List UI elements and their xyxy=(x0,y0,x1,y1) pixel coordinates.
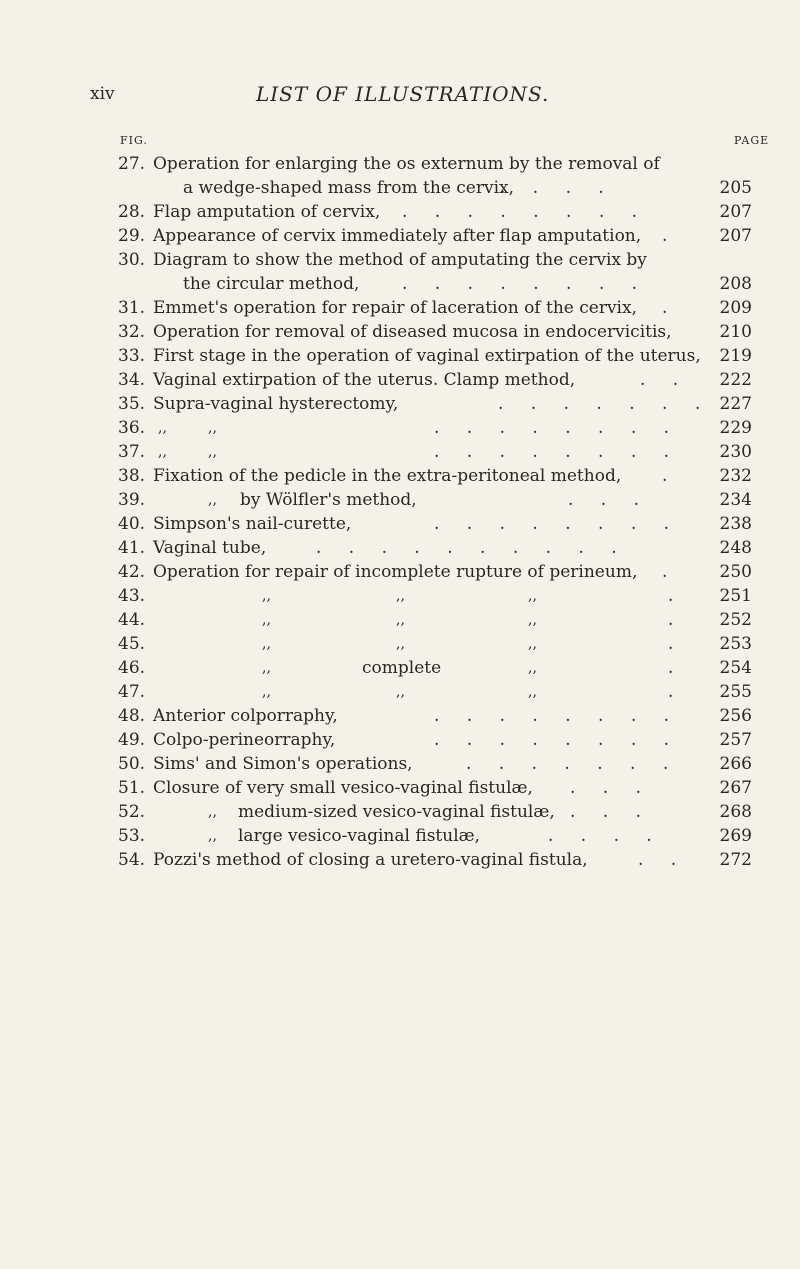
figure-number: 30. xyxy=(118,250,146,270)
page-ref: 222 xyxy=(719,370,752,390)
entry-text: Pozzi's method of closing a uretero-vaginal fistula, xyxy=(153,850,588,870)
page-ref: 229 xyxy=(719,418,752,438)
figure-number: 41. xyxy=(118,538,146,558)
ditto-mark: ,, xyxy=(528,660,537,676)
entry-text: Diagram to show the method of amputating the cervix by xyxy=(153,250,647,270)
figure-number: 36. xyxy=(118,418,146,438)
leader-dots: . xyxy=(662,562,679,582)
list-item xyxy=(0,416,800,440)
ditto-mark: ,, xyxy=(396,636,405,652)
figure-number: 52. xyxy=(118,802,146,822)
page-ref: 234 xyxy=(719,490,752,510)
figure-number: 33. xyxy=(118,346,146,366)
page-ref: 252 xyxy=(719,610,752,630)
list-item xyxy=(0,344,800,368)
figure-number: 29. xyxy=(118,226,146,246)
figure-number: 53. xyxy=(118,826,146,846)
list-item xyxy=(0,680,800,704)
leader-dots: . . . xyxy=(570,802,653,822)
figure-number: 38. xyxy=(118,466,146,486)
leader-dots: . . . . xyxy=(548,826,663,846)
entry-text: complete xyxy=(362,658,442,678)
ditto-mark: ,, xyxy=(158,420,167,436)
page-ref: 207 xyxy=(719,202,752,222)
ditto-mark: ,, xyxy=(208,420,217,436)
page-ref: 257 xyxy=(719,730,752,750)
ditto-mark: ,, xyxy=(262,636,271,652)
leader-dots: . . . . . . . xyxy=(466,754,680,774)
entry-text: Appearance of cervix immediately after flap amputation, xyxy=(153,226,642,246)
ditto-mark: ,, xyxy=(396,612,405,628)
ditto-mark: ,, xyxy=(262,612,271,628)
entry-text: Vaginal extirpation of the uterus. Clamp method, xyxy=(153,370,576,390)
entry-text: Vaginal tube, xyxy=(153,538,267,558)
leader-dots: . . . . . . . . . . xyxy=(316,538,628,558)
leader-dots: . . . . . . . . xyxy=(434,418,681,438)
ditto-mark: ,, xyxy=(262,588,271,604)
page-ref: 205 xyxy=(719,178,752,198)
leader-dots: . xyxy=(662,226,679,246)
page-ref: 269 xyxy=(719,826,752,846)
page-ref: 266 xyxy=(719,754,752,774)
entry-text: medium-sized vesico-vaginal fistulæ, xyxy=(238,802,555,822)
list-item xyxy=(0,776,800,800)
entry-text: the circular method, xyxy=(183,274,360,294)
entry-text: Fixation of the pedicle in the extra-peritoneal method, xyxy=(153,466,622,486)
list-item xyxy=(0,200,800,224)
list-item xyxy=(0,392,800,416)
entry-text: Emmet's operation for repair of laceration of the cervix, xyxy=(153,298,637,318)
leader-dots: . . xyxy=(640,370,690,390)
list-item xyxy=(0,584,800,608)
figure-number: 45. xyxy=(118,634,146,654)
list-item xyxy=(0,440,800,464)
figure-number: 50. xyxy=(118,754,146,774)
ditto-mark: ,, xyxy=(208,804,217,820)
list-item xyxy=(0,320,800,344)
list-item xyxy=(0,848,800,872)
page-ref: 230 xyxy=(719,442,752,462)
entry-text: Anterior colporraphy, xyxy=(153,706,338,726)
page-number: xiv xyxy=(90,84,115,104)
entry-text: a wedge-shaped mass from the cervix, xyxy=(183,178,515,198)
fig-column-heading: FIG. xyxy=(120,134,148,147)
list-item xyxy=(0,464,800,488)
leader-dots: . . . . xyxy=(500,178,615,198)
page-ref: 251 xyxy=(719,586,752,606)
page-ref: 208 xyxy=(719,274,752,294)
ditto-mark: ,, xyxy=(262,684,271,700)
page-ref: 254 xyxy=(719,658,752,678)
page-ref: 210 xyxy=(719,322,752,342)
leader-dots: . xyxy=(668,586,685,606)
entry-text: Simpson's nail-curette, xyxy=(153,514,352,534)
ditto-mark: ,, xyxy=(262,660,271,676)
page-ref: 232 xyxy=(719,466,752,486)
list-item xyxy=(0,800,800,824)
figure-number: 54. xyxy=(118,850,146,870)
page-ref: 207 xyxy=(719,226,752,246)
leader-dots: . . . . . . . . xyxy=(434,514,681,534)
figure-number: 37. xyxy=(118,442,146,462)
figure-number: 51. xyxy=(118,778,146,798)
page-column-heading: PAGE xyxy=(734,134,770,147)
leader-dots: . xyxy=(662,298,679,318)
figure-number: 46. xyxy=(118,658,146,678)
entry-text: Sims' and Simon's operations, xyxy=(153,754,413,774)
figure-number: 34. xyxy=(118,370,146,390)
page-title: LIST OF ILLUSTRATIONS. xyxy=(256,82,550,106)
leader-dots: . . . . . . . xyxy=(498,394,712,414)
leader-dots: . . . xyxy=(570,778,653,798)
leader-dots: . . . . . . . . xyxy=(434,442,681,462)
entry-text: Closure of very small vesico-vaginal fistulæ, xyxy=(153,778,533,798)
figure-number: 32. xyxy=(118,322,146,342)
list-item xyxy=(0,728,800,752)
list-item xyxy=(0,248,800,272)
leader-dots: . xyxy=(668,610,685,630)
ditto-mark: ,, xyxy=(396,588,405,604)
leader-dots: . . . xyxy=(568,490,651,510)
list-item xyxy=(0,704,800,728)
ditto-mark: ,, xyxy=(158,444,167,460)
figure-number: 49. xyxy=(118,730,146,750)
page-ref: 256 xyxy=(719,706,752,726)
list-item xyxy=(0,656,800,680)
figure-number: 47. xyxy=(118,682,146,702)
leader-dots: . . . . . . . . xyxy=(402,274,649,294)
entry-text: large vesico-vaginal fistulæ, xyxy=(238,826,481,846)
entry-text: Supra-vaginal hysterectomy, xyxy=(153,394,399,414)
ditto-mark: ,, xyxy=(208,828,217,844)
figure-number: 48. xyxy=(118,706,146,726)
entry-text: Operation for repair of incomplete rupture of perineum, xyxy=(153,562,638,582)
list-item xyxy=(0,152,800,176)
entry-text: by Wölfler's method, xyxy=(240,490,417,510)
list-item xyxy=(0,296,800,320)
figure-number: 44. xyxy=(118,610,146,630)
page-ref: 253 xyxy=(719,634,752,654)
leader-dots: . xyxy=(662,466,679,486)
list-item xyxy=(0,560,800,584)
list-item xyxy=(0,824,800,848)
figure-number: 31. xyxy=(118,298,146,318)
page-ref: 209 xyxy=(719,298,752,318)
leader-dots: . . . . . . . . xyxy=(434,730,681,750)
page-ref: 248 xyxy=(719,538,752,558)
page-ref: 227 xyxy=(719,394,752,414)
figure-number: 42. xyxy=(118,562,146,582)
list-item xyxy=(0,368,800,392)
figure-number: 35. xyxy=(118,394,146,414)
list-item xyxy=(0,488,800,512)
page-ref: 255 xyxy=(719,682,752,702)
page-ref: 250 xyxy=(719,562,752,582)
list-item-continuation xyxy=(0,272,800,296)
ditto-mark: ,, xyxy=(208,492,217,508)
entry-text: Operation for removal of diseased mucosa in endocervicitis, xyxy=(153,322,672,342)
page-ref: 272 xyxy=(719,850,752,870)
ditto-mark: ,, xyxy=(528,612,537,628)
leader-dots: . . . . . . . . xyxy=(402,202,649,222)
entry-text: First stage in the operation of vaginal extirpation of the uterus, xyxy=(153,346,701,366)
list-item xyxy=(0,608,800,632)
page-ref: 238 xyxy=(719,514,752,534)
entry-text: Operation for enlarging the os externum by the removal of xyxy=(153,154,660,174)
leader-dots: . xyxy=(668,682,685,702)
ditto-mark: ,, xyxy=(528,636,537,652)
ditto-mark: ,, xyxy=(528,684,537,700)
figure-number: 40. xyxy=(118,514,146,534)
page-ref: 267 xyxy=(719,778,752,798)
list-item xyxy=(0,632,800,656)
ditto-mark: ,, xyxy=(528,588,537,604)
ditto-mark: ,, xyxy=(396,684,405,700)
list-item xyxy=(0,536,800,560)
list-item xyxy=(0,224,800,248)
figure-number: 43. xyxy=(118,586,146,606)
leader-dots: . xyxy=(668,658,685,678)
list-item xyxy=(0,752,800,776)
running-header xyxy=(0,82,800,108)
list-item xyxy=(0,512,800,536)
figure-number: 28. xyxy=(118,202,146,222)
ditto-mark: ,, xyxy=(208,444,217,460)
page-ref: 219 xyxy=(719,346,752,366)
leader-dots: . . . . . . . . xyxy=(434,706,681,726)
leader-dots: . . xyxy=(638,850,688,870)
figure-number: 39. xyxy=(118,490,146,510)
list-item-continuation xyxy=(0,176,800,200)
figure-number: 27. xyxy=(118,154,146,174)
entry-text: Colpo-perineorraphy, xyxy=(153,730,336,750)
leader-dots: . xyxy=(668,634,685,654)
page-ref: 268 xyxy=(719,802,752,822)
entry-text: Flap amputation of cervix, xyxy=(153,202,381,222)
